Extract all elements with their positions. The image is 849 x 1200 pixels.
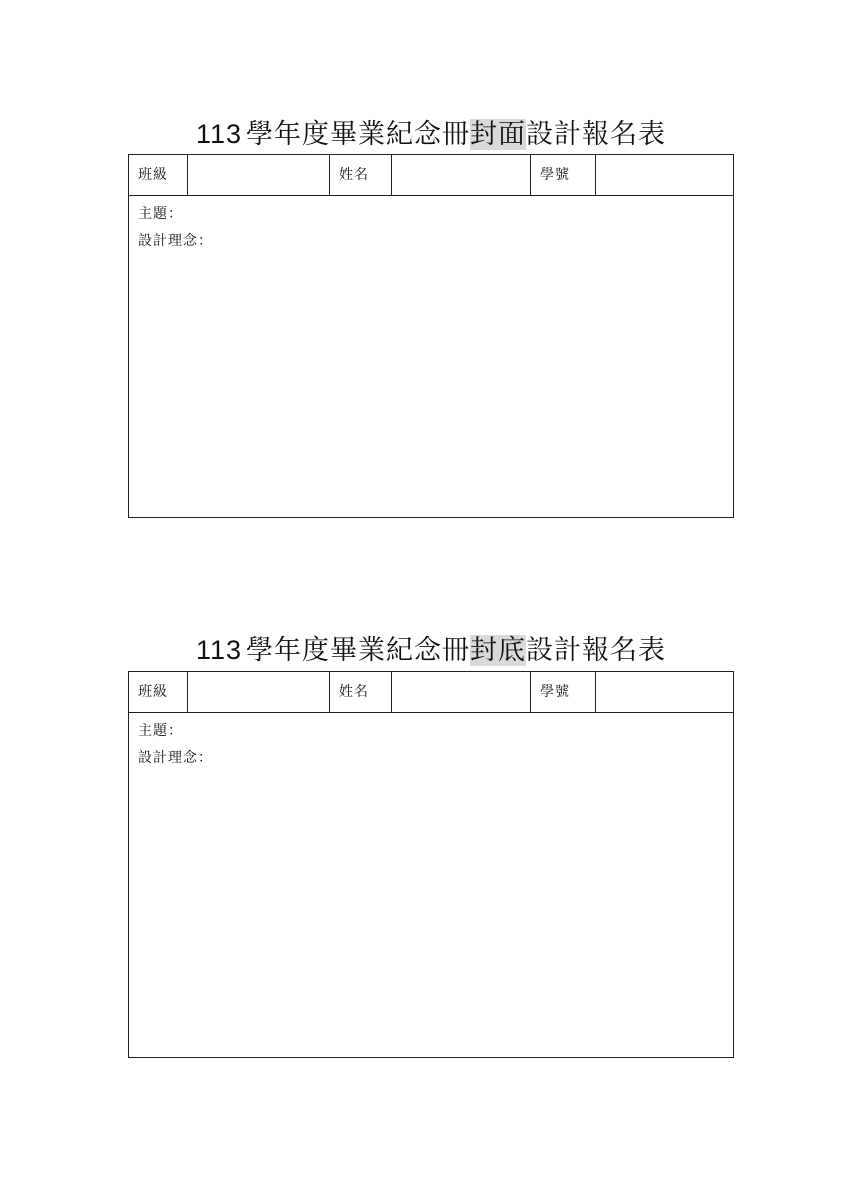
- form-title: [128, 628, 734, 667]
- form-title: [128, 112, 734, 151]
- class-field[interactable]: [188, 155, 330, 195]
- description-area[interactable]: [129, 713, 733, 1057]
- form-table: [128, 671, 734, 1058]
- title-suffix: 設計報名表: [526, 635, 667, 666]
- title-year: 113: [195, 635, 243, 665]
- name-label: 姓名: [330, 672, 392, 712]
- class-label: 班級: [129, 672, 188, 712]
- student-id-field[interactable]: [596, 672, 733, 712]
- student-id-field[interactable]: [596, 155, 733, 195]
- concept-label: 設計理念：: [138, 233, 213, 249]
- title-prefix: 學年度畢業紀念冊: [246, 119, 471, 150]
- student-id-label: 學號: [531, 672, 596, 712]
- name-field[interactable]: [392, 672, 531, 712]
- description-area[interactable]: [129, 196, 733, 517]
- student-id-label: 學號: [531, 155, 596, 195]
- name-label: 姓名: [330, 155, 392, 195]
- name-field[interactable]: [392, 155, 531, 195]
- info-row: [129, 155, 733, 196]
- title-suffix: 設計報名表: [526, 119, 667, 150]
- info-row: [129, 672, 733, 713]
- title-highlight: 封面: [470, 119, 527, 150]
- title-year: 113: [195, 119, 243, 149]
- form-table: [128, 154, 734, 518]
- title-prefix: 學年度畢業紀念冊: [246, 635, 471, 666]
- class-label: 班級: [129, 155, 188, 195]
- title-highlight: 封底: [470, 635, 527, 666]
- theme-label: 主題：: [138, 723, 183, 739]
- theme-label: 主題：: [138, 206, 183, 222]
- class-field[interactable]: [188, 672, 330, 712]
- concept-label: 設計理念：: [138, 750, 213, 766]
